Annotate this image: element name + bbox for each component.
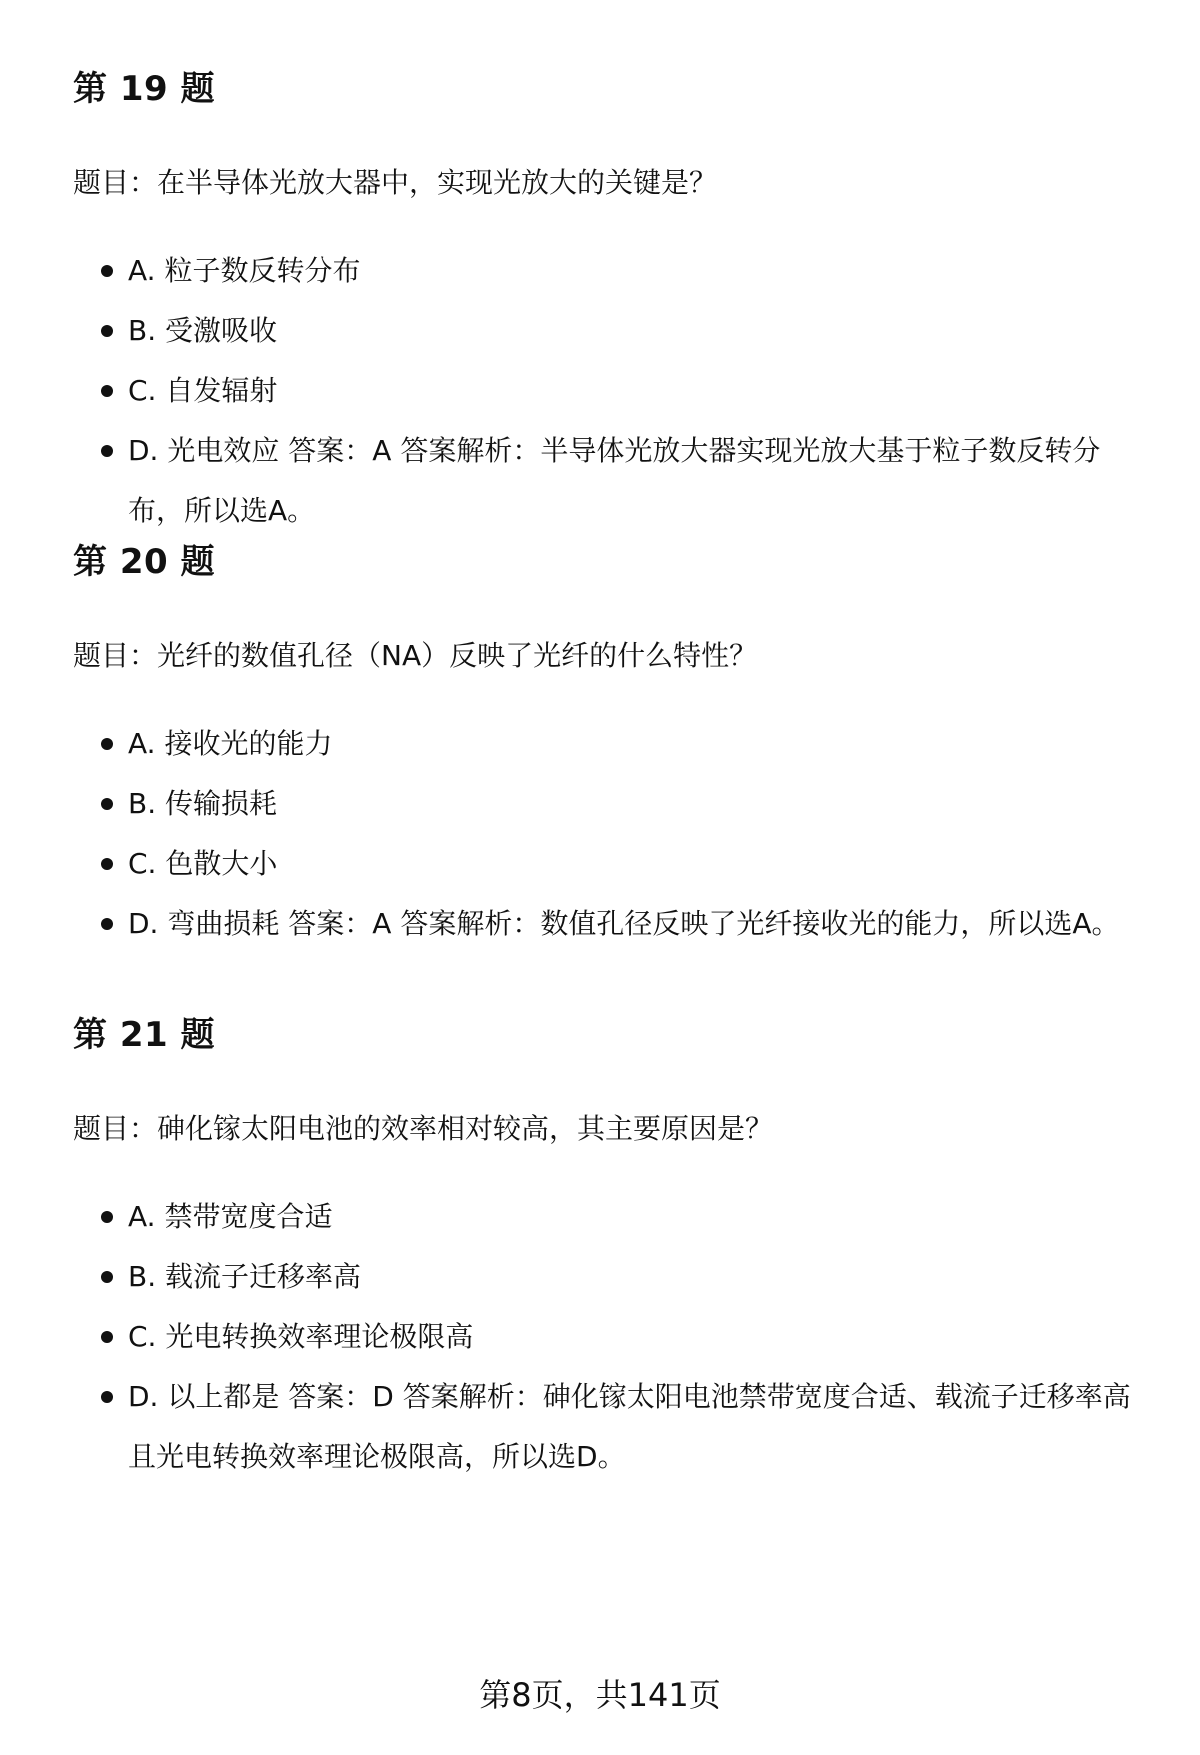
bullet-icon [101,385,113,397]
option-a [73,241,1133,301]
page-number: 第8页，共141页 [479,1676,721,1714]
question-21 [73,1013,1133,1487]
question-20 [73,540,1133,954]
option-text: D. 弯曲损耗 答案：A 答案解析：数值孔径反映了光纤接收光的能力，所以选A。 [128,907,1120,940]
option-d-with-answer [73,1367,1133,1487]
bullet-icon [101,1271,113,1283]
bullet-icon [101,1331,113,1343]
bullet-icon [101,738,113,750]
question-stem: 题目：砷化镓太阳电池的效率相对较高，其主要原因是？ [73,1112,774,1145]
option-d-with-answer [73,894,1133,954]
bullet-icon [101,265,113,277]
question-title: 第 21 题 [73,1015,215,1055]
option-text: C. 光电转换效率理论极限高 [128,1320,474,1353]
bullet-icon [101,858,113,870]
option-d-with-answer [73,421,1133,541]
option-text: A. 禁带宽度合适 [128,1200,333,1233]
question-stem: 题目：在半导体光放大器中，实现光放大的关键是？ [73,166,718,199]
option-text: A. 粒子数反转分布 [128,254,361,287]
option-text: B. 受激吸收 [128,314,278,347]
option-c [73,834,1133,894]
option-text: A. 接收光的能力 [128,727,333,760]
bullet-icon [101,918,113,930]
option-text: C. 自发辐射 [128,374,278,407]
question-stem: 题目：光纤的数值孔径（NA）反映了光纤的什么特性？ [73,639,758,672]
option-text: D. 光电效应 答案：A 答案解析：半导体光放大器实现光放大基于粒子数反转分布，所以选A。 [128,434,1101,527]
bullet-icon [101,1391,113,1403]
bullet-icon [101,1211,113,1223]
bullet-icon [101,798,113,810]
bullet-icon [101,445,113,457]
option-b [73,301,1133,361]
option-text: D. 以上都是 答案：D 答案解析：砷化镓太阳电池禁带宽度合适、载流子迁移率高且光电转换效率理论极限高，所以选D。 [128,1380,1131,1473]
question-title: 第 19 题 [73,69,215,109]
option-list [73,241,1133,541]
bullet-icon [101,325,113,337]
option-list [73,714,1133,954]
option-text: B. 载流子迁移率高 [128,1260,362,1293]
option-text: B. 传输损耗 [128,787,278,820]
option-b [73,1247,1133,1307]
option-a [73,714,1133,774]
option-a [73,1187,1133,1247]
question-title: 第 20 题 [73,542,215,582]
option-list [73,1187,1133,1487]
option-c [73,1307,1133,1367]
question-19 [73,67,1133,541]
option-text: C. 色散大小 [128,847,278,880]
option-c [73,361,1133,421]
option-b [73,774,1133,834]
